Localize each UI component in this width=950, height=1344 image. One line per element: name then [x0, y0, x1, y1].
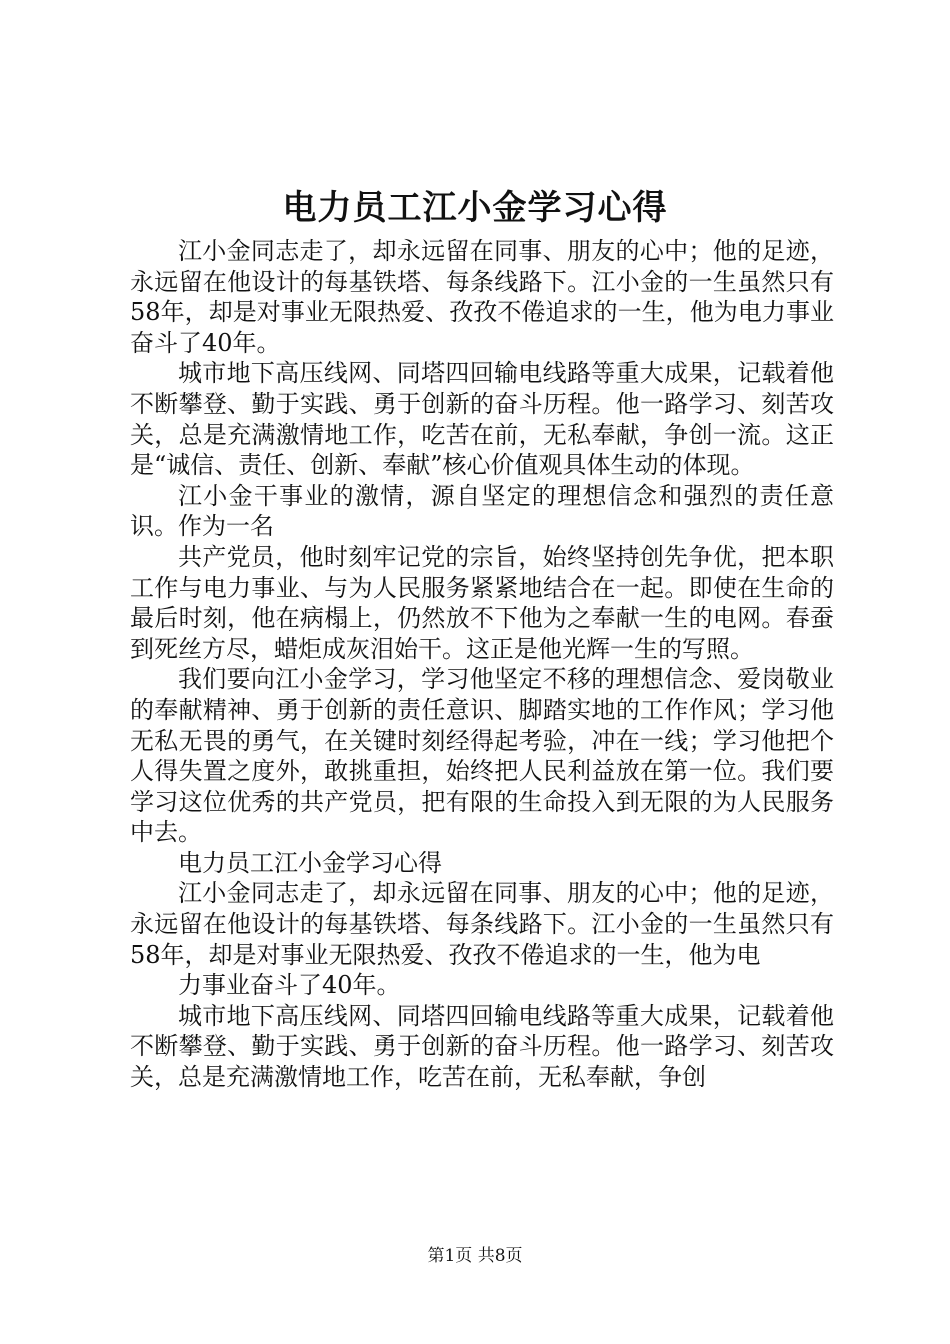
paragraph: 城市地下高压线网、同塔四回输电线路等重大成果，记载着他不断攀登、勤于实践、勇于创新的奋斗历程。他一路学习、刻苦攻关，总是充满激情地工作，吃苦在前，无私奉献，争创一流。这正是“诚信、责任、创新、奉献”核心价值观具体生动的体现。: [130, 359, 834, 480]
document-title: 电力员工江小金学习心得: [282, 188, 668, 228]
page-footer: 第1页 共8页: [427, 1246, 523, 1266]
paragraph: 力事业奋斗了40年。: [178, 971, 401, 1000]
paragraph: 我们要向江小金学习，学习他坚定不移的理想信念、爱岗敬业的奉献精神、勇于创新的责任意识、脚踏实地的工作作风；学习他无私无畏的勇气，在关键时刻经得起考验，冲在一线；学习他把个人得失置之度外，敢挑重担，始终把人民利益放在第一位。我们要学习这位优秀的共产党员，把有限的生命投入到无限的为人民服务中去。: [130, 665, 834, 847]
paragraph: 江小金干事业的激情，源自坚定的理想信念和强烈的责任意识。作为一名: [130, 481, 834, 541]
paragraph: 江小金同志走了，却永远留在同事、朋友的心中；他的足迹，永远留在他设计的每基铁塔、每条线路下。江小金的一生虽然只有58年，却是对事业无限热爱、孜孜不倦追求的一生，他为电: [130, 879, 834, 969]
paragraph: 江小金同志走了，却永远留在同事、朋友的心中；他的足迹，永远留在他设计的每基铁塔、每条线路下。江小金的一生虽然只有58年，却是对事业无限热爱、孜孜不倦追求的一生，他为电力事业奋斗了40年。: [130, 237, 834, 357]
paragraph: 共产党员，他时刻牢记党的宗旨，始终坚持创先争优，把本职工作与电力事业、与为人民服务紧紧地结合在一起。即使在生命的最后时刻，他在病榻上，仍然放不下他为之奉献一生的电网。春蚕到死丝方尽，蜡炬成灰泪始干。这正是他光辉一生的写照。: [130, 542, 834, 663]
repeated-heading: 电力员工江小金学习心得: [178, 848, 442, 877]
document-body: [130, 236, 834, 1093]
paragraph: 城市地下高压线网、同塔四回输电线路等重大成果，记载着他不断攀登、勤于实践、勇于创新的奋斗历程。他一路学习、刻苦攻关，总是充满激情地工作，吃苦在前，无私奉献，争创: [130, 1001, 834, 1092]
